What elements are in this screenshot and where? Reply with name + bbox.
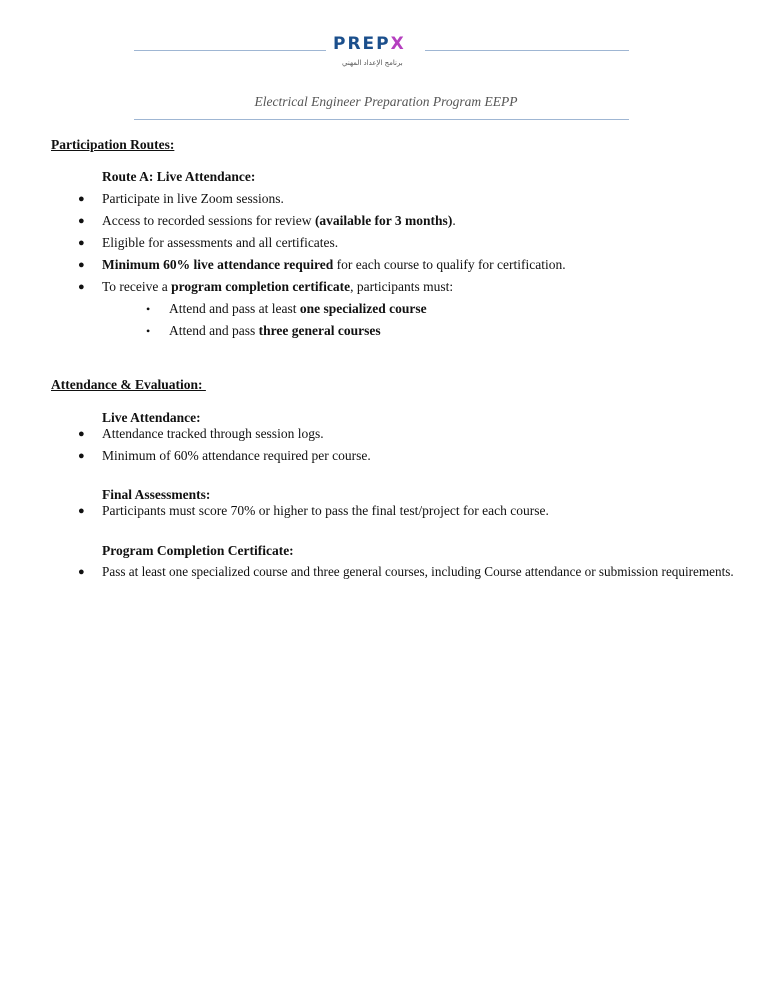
list-item: Access to recorded sessions for review (available for 3 months). (102, 213, 456, 228)
bullet-icon: ● (78, 281, 85, 293)
list-item: To receive a program completion certificate, participants must: (102, 279, 454, 294)
sub-list-item: Attend and pass three general courses (169, 323, 381, 338)
list-item: Minimum 60% live attendance required for each course to qualify for certification. (102, 257, 566, 272)
list-item: Minimum of 60% attendance required per course. (102, 448, 371, 463)
sub-bullet-icon: • (146, 302, 151, 316)
sub-list-item: Attend and pass at least one specialized course (169, 301, 427, 316)
header-rule-right (425, 50, 629, 51)
live-attendance-heading: Live Attendance: (102, 410, 201, 425)
logo-text: PREPX (333, 34, 406, 54)
bullet-icon: ● (78, 193, 85, 205)
bullet-icon: ● (78, 505, 85, 517)
participation-routes-heading: Participation Routes: (51, 137, 175, 152)
bullet-icon: ● (78, 215, 85, 227)
bullet-icon: ● (78, 237, 85, 249)
prepx-logo (333, 34, 423, 74)
subtitle-rule (134, 119, 629, 120)
header-rule-left (134, 50, 326, 51)
list-item: Pass at least one specialized course and three general courses, including Course attendance or submission requirements. (102, 564, 734, 579)
document-subtitle: Electrical Engineer Preparation Program EEPP (254, 94, 518, 109)
bullet-icon: ● (78, 428, 85, 440)
list-item: Eligible for assessments and all certificates. (102, 235, 339, 250)
completion-certificate-heading: Program Completion Certificate: (102, 543, 294, 558)
sub-bullet-icon: • (146, 324, 151, 338)
route-a-heading: Route A: Live Attendance: (102, 169, 256, 184)
bullet-icon: ● (78, 566, 85, 578)
attendance-evaluation-heading: Attendance & Evaluation: (51, 377, 206, 392)
list-item: Participate in live Zoom sessions. (102, 191, 284, 206)
list-item: Attendance tracked through session logs. (102, 426, 324, 441)
bullet-icon: ● (78, 259, 85, 271)
bullet-icon: ● (78, 450, 85, 462)
logo-subtext: برنامج الإعداد المهني (342, 59, 403, 67)
final-assessments-heading: Final Assessments: (102, 487, 211, 502)
list-item: Participants must score 70% or higher to pass the final test/project for each course. (102, 503, 549, 518)
